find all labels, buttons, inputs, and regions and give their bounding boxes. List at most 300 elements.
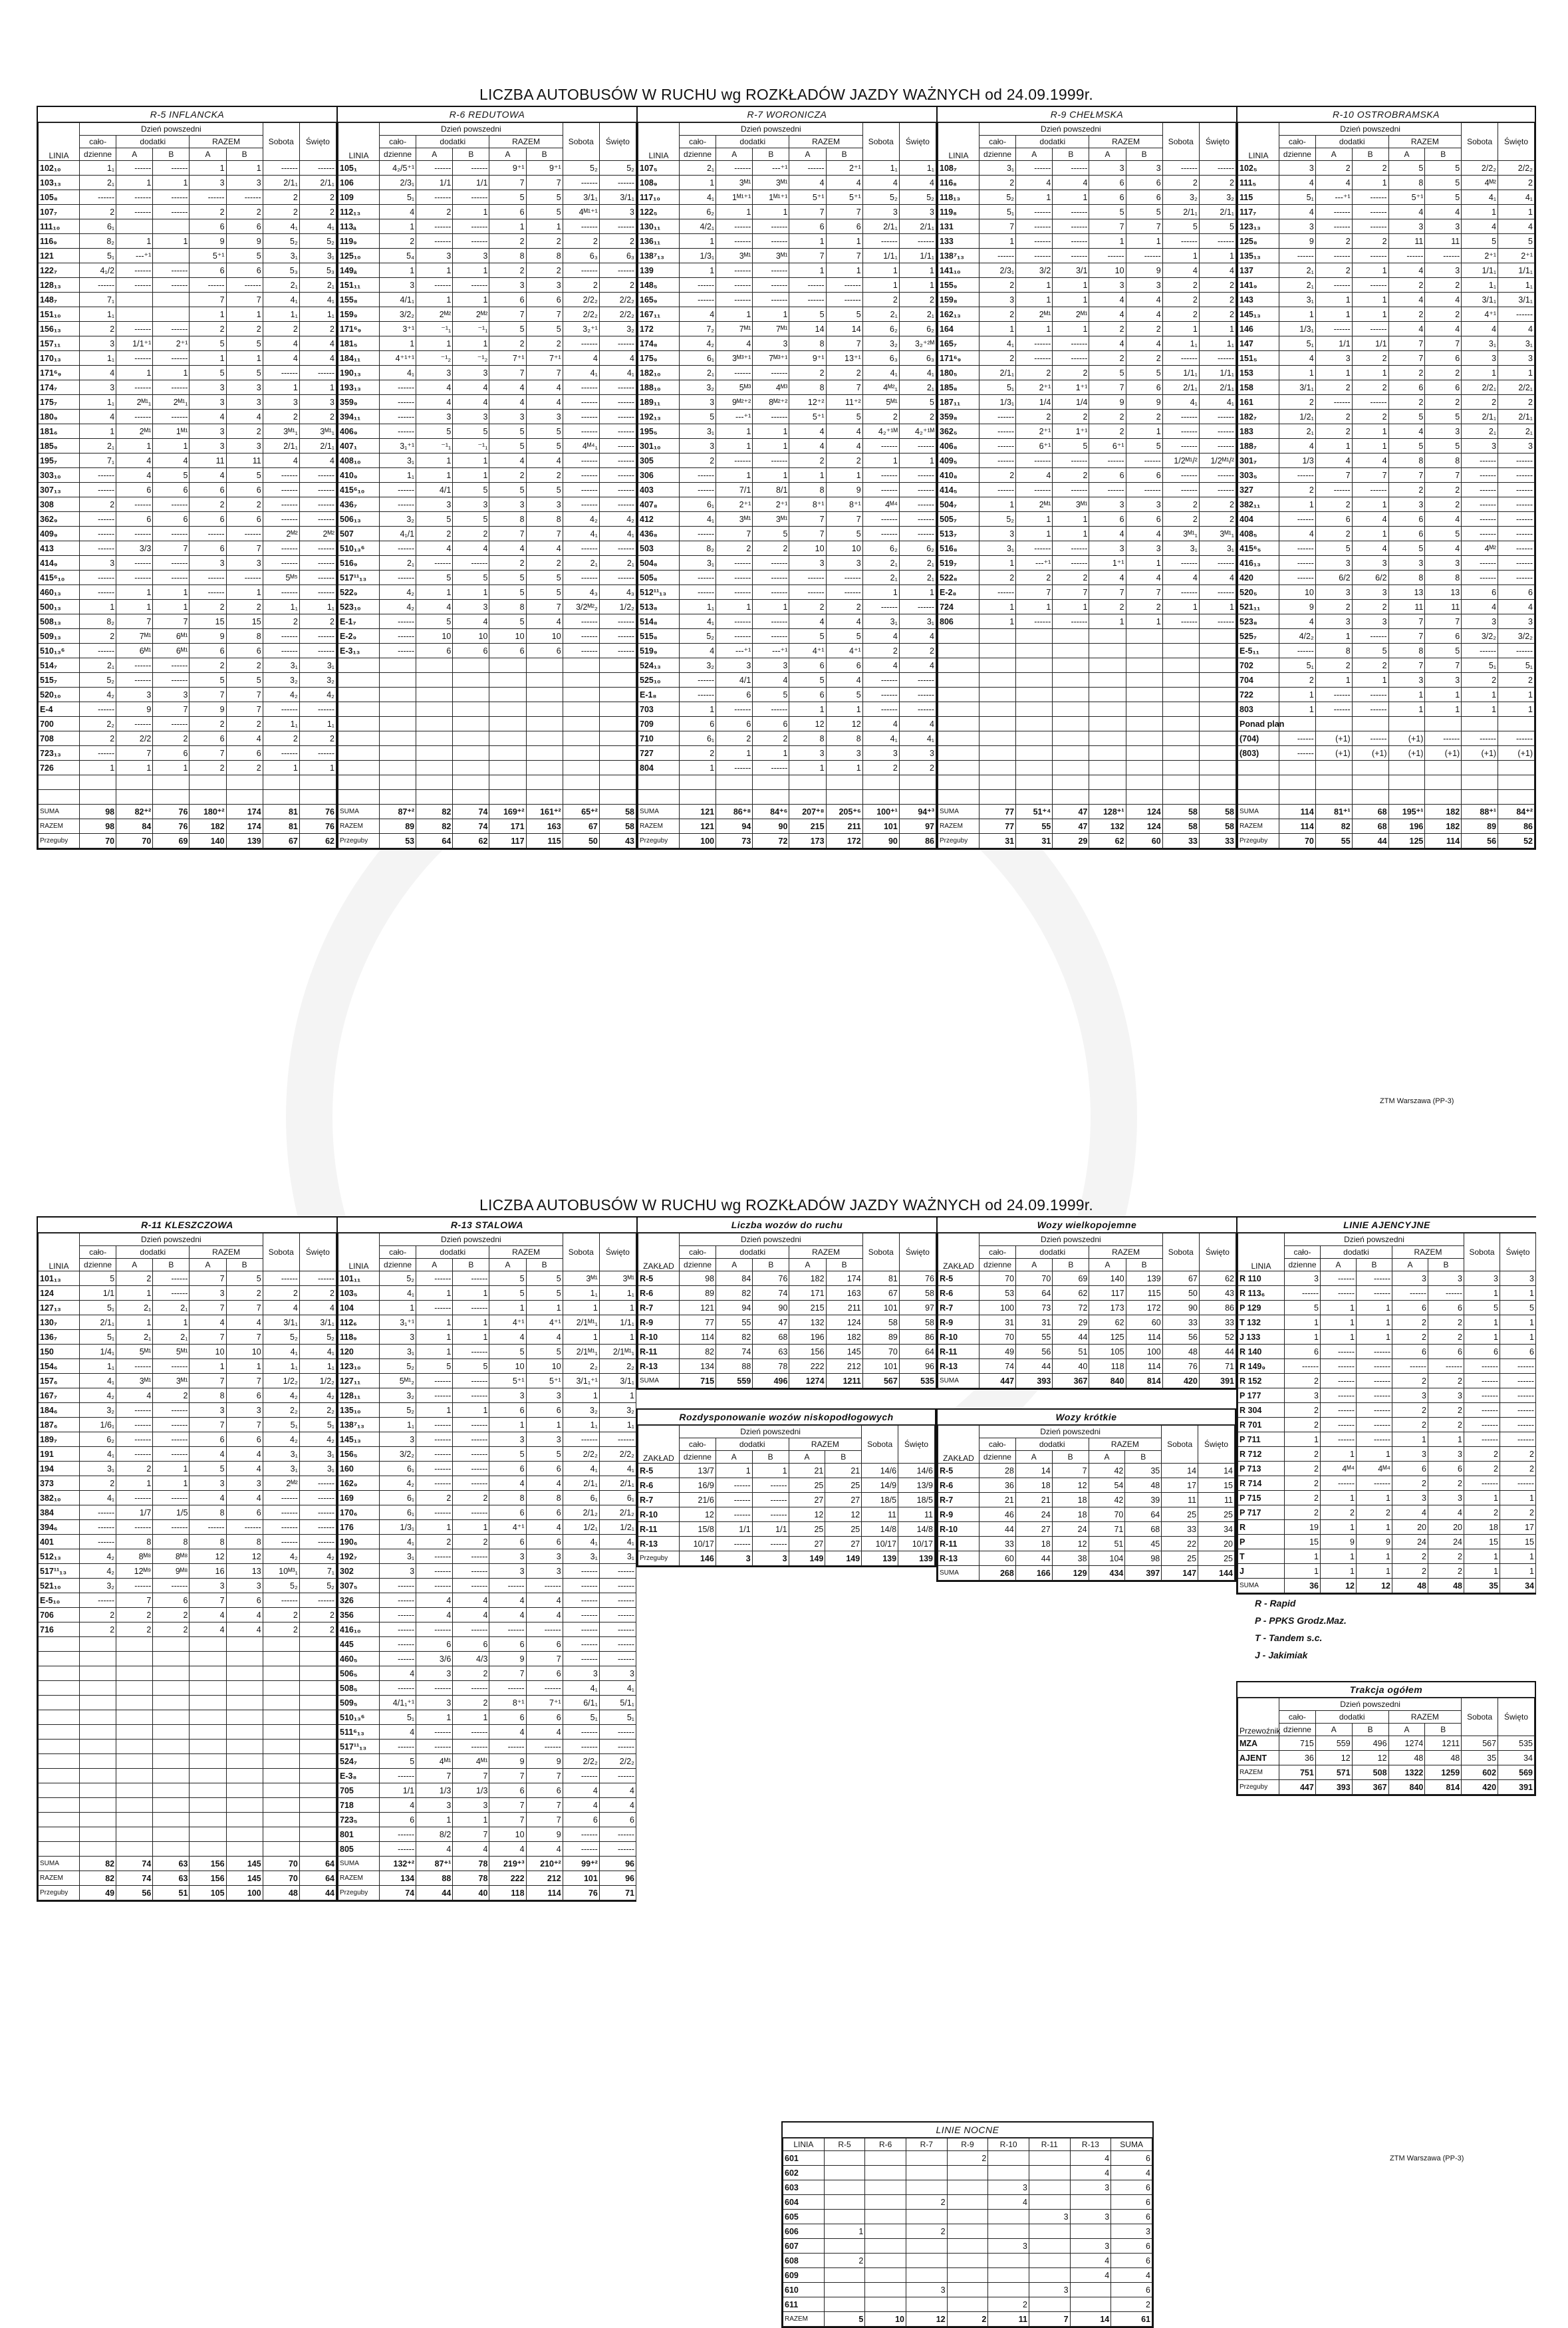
value-cell: ------ — [753, 761, 789, 775]
value-cell — [1199, 673, 1236, 688]
table-row — [1238, 1447, 1536, 1462]
value-cell: ------ — [599, 629, 636, 644]
value-cell: 4₂ — [263, 1432, 299, 1447]
razem-value: 182 — [190, 819, 226, 834]
value-cell: 7 — [1126, 219, 1162, 234]
table-row — [1238, 1359, 1536, 1374]
table-row — [39, 717, 336, 731]
header-swieto: Święto — [1498, 123, 1535, 161]
value-cell: 6 — [1425, 629, 1462, 644]
razem-row — [783, 2312, 1152, 2327]
value-cell: 101 — [862, 1301, 899, 1315]
header-dodatki: dodatki — [416, 136, 489, 148]
value-cell: 1/2₂ — [263, 1374, 299, 1388]
value-cell: 7 — [1388, 614, 1425, 629]
value-cell — [1162, 658, 1199, 673]
value-cell: 4 — [489, 395, 526, 410]
value-cell: 4 — [80, 410, 116, 424]
header-dodatki: dodatki — [116, 1246, 190, 1259]
value-cell: 2 — [1199, 176, 1236, 190]
value-cell: ------ — [563, 1725, 599, 1740]
przeguby-row — [938, 834, 1236, 848]
value-cell — [1029, 2195, 1070, 2210]
value-cell: 3 — [153, 688, 190, 702]
sheet-1 — [37, 83, 1536, 850]
table-row — [938, 731, 1236, 746]
table-row — [39, 1271, 336, 1286]
value-cell: ------ — [599, 468, 636, 483]
line-number-cell: 403 — [638, 483, 680, 497]
value-cell: ------ — [1357, 1432, 1392, 1447]
value-cell: 6 — [716, 717, 753, 731]
value-cell — [416, 775, 453, 790]
value-cell: 2₁ — [1498, 424, 1535, 439]
value-cell: 19 — [1285, 1520, 1321, 1535]
value-cell: 1 — [1285, 1432, 1321, 1447]
value-cell — [380, 761, 416, 775]
value-cell: 2 — [1285, 1447, 1321, 1462]
value-cell: 9 — [826, 483, 862, 497]
value-cell: 1₁ — [299, 307, 336, 322]
header-b: B — [1126, 148, 1162, 161]
value-cell: 1 — [1199, 322, 1236, 336]
table-row — [1238, 1301, 1536, 1315]
value-cell: 2₂ — [563, 1359, 599, 1374]
value-cell: 10 — [826, 541, 862, 556]
table-row — [938, 746, 1236, 761]
value-cell — [489, 761, 526, 775]
value-cell: 1 — [1498, 366, 1535, 380]
value-cell: 1/1₁ — [1498, 263, 1535, 278]
value-cell: 1 — [899, 585, 936, 600]
suma-value: 161⁺² — [526, 805, 563, 819]
value-cell: 1₁ — [862, 161, 899, 176]
header-dzien: Dzień powszedni — [1279, 1698, 1462, 1711]
value-cell: 2 — [299, 322, 336, 336]
value-cell: 4 — [299, 453, 336, 468]
value-cell: 3₁ — [1498, 336, 1535, 351]
value-cell: 2 — [1199, 512, 1236, 527]
value-cell: 6 — [1428, 1462, 1464, 1476]
value-cell: 3 — [899, 746, 936, 761]
table-row — [39, 1681, 336, 1696]
table-row — [938, 790, 1236, 805]
razem-value: 63 — [153, 1871, 190, 1886]
value-cell: ------ — [980, 585, 1016, 600]
value-cell: 5 — [380, 1754, 416, 1769]
value-cell: 2 — [263, 1286, 299, 1301]
value-cell: 4/3 — [453, 1652, 489, 1666]
line-number-cell: (704) — [1238, 731, 1279, 746]
value-cell: ------ — [299, 1593, 336, 1608]
value-cell: 3 — [680, 439, 716, 453]
value-cell: 2/1₁ — [599, 1476, 636, 1491]
value-cell — [753, 775, 789, 790]
value-cell: ------ — [489, 1740, 526, 1754]
value-cell — [416, 717, 453, 731]
table-row — [938, 1301, 1236, 1315]
value-cell: ------ — [80, 468, 116, 483]
value-cell: 3₁ — [380, 1345, 416, 1359]
value-cell: ------ — [453, 1681, 489, 1696]
table-row — [638, 1271, 936, 1286]
value-cell: 25 — [1198, 1551, 1235, 1566]
table-row — [938, 366, 1236, 380]
value-cell — [453, 658, 489, 673]
value-cell: 2₁ — [1279, 278, 1316, 293]
suma-cell: 391 — [1199, 1374, 1236, 1388]
header-linia: LINIA — [338, 123, 380, 161]
value-cell: 2 — [190, 717, 226, 731]
value-cell: 6₃ — [599, 249, 636, 263]
value-cell: 3/1₁ — [299, 1315, 336, 1330]
table-row — [338, 161, 636, 176]
value-cell: 3₂ — [80, 1403, 116, 1418]
przeguby-value: 40 — [453, 1886, 489, 1900]
value-cell: 4 — [1279, 351, 1316, 366]
value-cell: 6 — [526, 1535, 563, 1549]
table-row — [638, 702, 936, 717]
value-cell: 5 — [416, 512, 453, 527]
table-row — [1238, 293, 1535, 307]
value-cell: 2 — [1279, 673, 1316, 688]
suma-value: 219⁺³ — [489, 1857, 526, 1871]
line-number-cell: 727 — [638, 746, 680, 761]
value-cell: 1 — [1321, 1330, 1357, 1345]
line-number-cell: 305 — [638, 453, 680, 468]
line-number-cell — [39, 1827, 80, 1842]
line-number-cell: 148₇ — [39, 293, 80, 307]
value-cell: 4 — [1425, 541, 1462, 556]
value-cell — [153, 293, 190, 307]
value-cell: ------ — [753, 366, 789, 380]
header-b: B — [526, 1259, 563, 1271]
value-cell: 2 — [1285, 1491, 1321, 1505]
table-row — [1238, 395, 1535, 410]
value-cell: ------ — [563, 1769, 599, 1783]
value-cell: 5 — [1425, 439, 1462, 453]
value-cell — [416, 761, 453, 775]
value-cell: ------ — [599, 1622, 636, 1637]
value-cell — [263, 1827, 299, 1842]
value-cell: 4₁ — [80, 1447, 116, 1462]
value-cell: 1 — [826, 234, 862, 249]
value-cell: 1 — [1464, 1315, 1500, 1330]
value-cell: ------ — [380, 410, 416, 424]
value-cell: 7 — [1425, 336, 1462, 351]
value-cell: 3 — [1029, 2210, 1070, 2224]
value-cell: 39 — [1125, 1493, 1162, 1507]
suma-value: 94⁺³ — [899, 805, 936, 819]
line-number-cell: 507 — [338, 527, 380, 541]
value-cell: 4 — [1199, 263, 1236, 278]
value-cell: 3 — [988, 2239, 1029, 2254]
header-swieto: Święto — [898, 1426, 935, 1464]
value-cell: 6 — [1126, 468, 1162, 483]
value-cell — [716, 790, 753, 805]
column-5 — [1236, 1216, 1536, 1796]
value-cell: 4 — [453, 1608, 489, 1622]
line-number-cell: 195₅ — [638, 424, 680, 439]
line-number-cell: 170₆ — [338, 1505, 380, 1520]
value-cell — [753, 790, 789, 805]
value-cell: 2 — [226, 658, 263, 673]
value-cell: ------ — [1199, 483, 1236, 497]
przeguby-label: Przeguby — [39, 1886, 80, 1900]
value-cell: ------ — [263, 1271, 299, 1286]
value-cell: 3₂ — [599, 322, 636, 336]
value-cell: 44 — [980, 1522, 1016, 1537]
value-cell: ------ — [263, 1535, 299, 1549]
value-cell: ------ — [1199, 468, 1236, 483]
value-cell: 2/2₂ — [563, 293, 599, 307]
value-cell: 10 — [789, 541, 826, 556]
value-cell: 2 — [526, 336, 563, 351]
value-cell: 3 — [190, 1579, 226, 1593]
line-number-cell: 373 — [39, 1476, 80, 1491]
value-cell — [526, 761, 563, 775]
table-row — [338, 439, 636, 453]
value-cell: 5 — [489, 1447, 526, 1462]
value-cell: 3 — [1428, 1271, 1464, 1286]
value-cell — [1199, 790, 1236, 805]
value-cell: ------ — [1357, 1271, 1392, 1286]
line-number-cell: 303₅ — [1238, 468, 1279, 483]
value-cell: 2 — [824, 2254, 865, 2268]
table-row — [39, 1564, 336, 1579]
value-cell — [226, 790, 263, 805]
table-row — [1238, 1549, 1536, 1564]
value-cell: ------ — [1428, 1359, 1464, 1374]
value-cell: ------ — [563, 571, 599, 585]
value-cell: 42 — [1089, 1493, 1125, 1507]
value-cell: 5 — [226, 673, 263, 688]
header-dzienne: dzienne — [80, 1259, 116, 1271]
value-cell: 2 — [1462, 673, 1498, 688]
value-cell: 70 — [1089, 1507, 1125, 1522]
table-row — [638, 468, 936, 483]
table-row — [338, 205, 636, 219]
table-row — [39, 688, 336, 702]
line-number-cell: 359₉ — [338, 395, 380, 410]
value-cell: 1 — [1162, 600, 1199, 614]
header-swieto: Święto — [299, 123, 336, 161]
table-row — [638, 527, 936, 541]
line-number-cell: 127₁₁ — [338, 1374, 380, 1388]
line-number-cell: 505₇ — [938, 512, 980, 527]
depot-name: R-11 KLESZCZOWA — [38, 1218, 336, 1233]
value-cell: 2 — [716, 541, 753, 556]
table-row — [938, 644, 1236, 658]
value-cell: 2 — [190, 497, 226, 512]
value-cell: ------ — [980, 410, 1016, 424]
line-number-cell: 716 — [39, 1622, 80, 1637]
value-cell — [153, 1827, 190, 1842]
value-cell: 6ᴹ¹ — [153, 644, 190, 658]
value-cell: ------ — [1016, 453, 1053, 468]
value-cell: 2 — [226, 424, 263, 439]
value-cell: 4 — [1126, 527, 1162, 541]
value-cell: 2₁ — [80, 176, 116, 190]
table-row — [1238, 688, 1535, 702]
value-cell: 4 — [489, 1476, 526, 1491]
line-number-cell: 172 — [638, 322, 680, 336]
line-number-cell: 162₁₃ — [938, 307, 980, 322]
header-dzienne: dzienne — [80, 148, 116, 161]
value-cell — [1162, 775, 1199, 790]
value-cell — [988, 2151, 1029, 2166]
line-number-cell: 157₆ — [39, 1374, 80, 1388]
razem-value: 84 — [116, 819, 153, 834]
line-number-cell: 521₁₁ — [1238, 600, 1279, 614]
value-cell: 21 — [1015, 1493, 1052, 1507]
table-row — [338, 1608, 636, 1622]
value-cell: ------ — [416, 1549, 453, 1564]
line-number-cell: 511⁶₁₃ — [338, 1725, 380, 1740]
value-cell: ------ — [526, 1681, 563, 1696]
label-cell: R-7 — [638, 1493, 680, 1507]
suma-value: 180⁺² — [190, 805, 226, 819]
value-cell — [826, 790, 862, 805]
value-cell — [1089, 629, 1126, 644]
value-cell: 5 — [416, 571, 453, 585]
value-cell: 7 — [826, 249, 862, 263]
value-cell: ------ — [299, 556, 336, 571]
value-cell: 10 — [226, 1345, 263, 1359]
value-cell: 36 — [980, 1478, 1016, 1493]
value-cell: 2₂ — [80, 717, 116, 731]
value-cell: ------ — [263, 629, 299, 644]
value-cell: 1 — [80, 761, 116, 775]
value-cell: 4/1₁⁺¹ — [380, 1696, 416, 1710]
value-cell: 1 — [1126, 556, 1162, 571]
razem-value: 55 — [1016, 819, 1053, 834]
value-cell: 2 — [1425, 483, 1462, 497]
suma-label: SUMA — [39, 1857, 80, 1871]
value-cell — [116, 1827, 153, 1842]
table-row — [1238, 410, 1535, 424]
label-cell: P — [1238, 1535, 1285, 1549]
suma-row — [338, 805, 636, 819]
value-cell: ------ — [753, 263, 789, 278]
value-cell: 1 — [1321, 1447, 1357, 1462]
suma-cell: SUMA — [1238, 1579, 1285, 1593]
value-cell: 6 — [1392, 1462, 1428, 1476]
value-cell: 5 — [526, 1345, 563, 1359]
razem-value: 101 — [862, 819, 899, 834]
value-cell: 2 — [1352, 600, 1388, 614]
value-cell: 2 — [299, 614, 336, 629]
header-a: A — [1089, 1259, 1126, 1271]
table-row — [938, 205, 1236, 219]
value-cell: 72 — [1053, 1301, 1089, 1315]
value-cell: 2 — [1428, 1418, 1464, 1432]
header-dzienne: dzienne — [1279, 148, 1316, 161]
table-row — [938, 439, 1236, 453]
value-cell: ------ — [1199, 556, 1236, 571]
header-a: A — [489, 1259, 526, 1271]
value-cell: 4₁ — [899, 731, 936, 746]
value-cell: 3 — [1428, 1388, 1464, 1403]
value-cell — [1162, 790, 1199, 805]
line-number-cell: 117₇ — [1238, 205, 1279, 219]
table-row — [338, 293, 636, 307]
value-cell: 1 — [263, 380, 299, 395]
value-cell — [1126, 702, 1162, 717]
value-cell — [226, 1710, 263, 1725]
table-row — [39, 1476, 336, 1491]
value-cell: 13 — [1388, 585, 1425, 600]
value-cell — [116, 1725, 153, 1740]
line-number-cell: 105₈ — [39, 190, 80, 205]
value-cell — [153, 790, 190, 805]
value-cell: 2 — [226, 717, 263, 731]
value-cell: 4 — [526, 541, 563, 556]
value-cell: ------ — [862, 512, 899, 527]
table-row — [1238, 790, 1535, 805]
value-cell: 10 — [489, 1359, 526, 1374]
value-cell: 5 — [416, 424, 453, 439]
value-cell: 34 — [1198, 1522, 1235, 1537]
value-cell: 25 — [789, 1478, 825, 1493]
value-cell: 6 — [226, 483, 263, 497]
value-cell: ------ — [980, 424, 1016, 439]
value-cell: 1 — [1500, 1286, 1536, 1301]
linie-ajencyjne-title: LINIE AJENCYJNE — [1238, 1218, 1536, 1233]
przeguby-value: 44 — [416, 1886, 453, 1900]
value-cell: 3 — [80, 380, 116, 395]
value-cell: 3 — [1279, 161, 1316, 176]
value-cell — [947, 2195, 988, 2210]
value-cell: 9 — [1357, 1535, 1392, 1549]
value-cell: 1 — [753, 600, 789, 614]
value-cell: 5 — [526, 483, 563, 497]
legend-item: T - Tandem s.c. — [1255, 1632, 1323, 1643]
value-cell: 2 — [1053, 410, 1089, 424]
value-cell: ------ — [599, 1827, 636, 1842]
value-cell: 7ᴹ¹ — [116, 629, 153, 644]
table-row — [638, 410, 936, 424]
value-cell: 5 — [526, 205, 563, 219]
line-number-cell — [39, 1798, 80, 1813]
line-number-cell — [938, 775, 980, 790]
value-cell: 4 — [1070, 2254, 1111, 2268]
value-cell: ------ — [226, 527, 263, 541]
value-cell: 4 — [1126, 571, 1162, 585]
value-cell — [453, 717, 489, 731]
value-cell: 1 — [752, 1464, 789, 1478]
value-cell: 2 — [1315, 161, 1352, 176]
header-dzienne: dzienne — [1279, 1724, 1316, 1736]
value-cell: ------ — [753, 585, 789, 600]
value-cell: 114 — [680, 1330, 716, 1345]
value-cell: 4₂⁺¹ᴹ — [899, 424, 936, 439]
table-row — [1238, 1374, 1536, 1388]
table-row — [1238, 453, 1535, 468]
value-cell: 2 — [1352, 380, 1388, 395]
header-linia: ZAKŁAD — [638, 1426, 680, 1464]
line-number-cell: 517¹¹₁₃ — [338, 571, 380, 585]
value-cell: 2 — [1089, 351, 1126, 366]
value-cell: ------ — [753, 571, 789, 585]
value-cell: 1 — [416, 453, 453, 468]
value-cell: ------ — [416, 219, 453, 234]
header-calo: cało- — [380, 1246, 416, 1259]
value-cell — [988, 2283, 1029, 2297]
przeguby-value: 70 — [1279, 834, 1316, 848]
value-cell: 2 — [226, 600, 263, 614]
value-cell — [116, 1740, 153, 1754]
